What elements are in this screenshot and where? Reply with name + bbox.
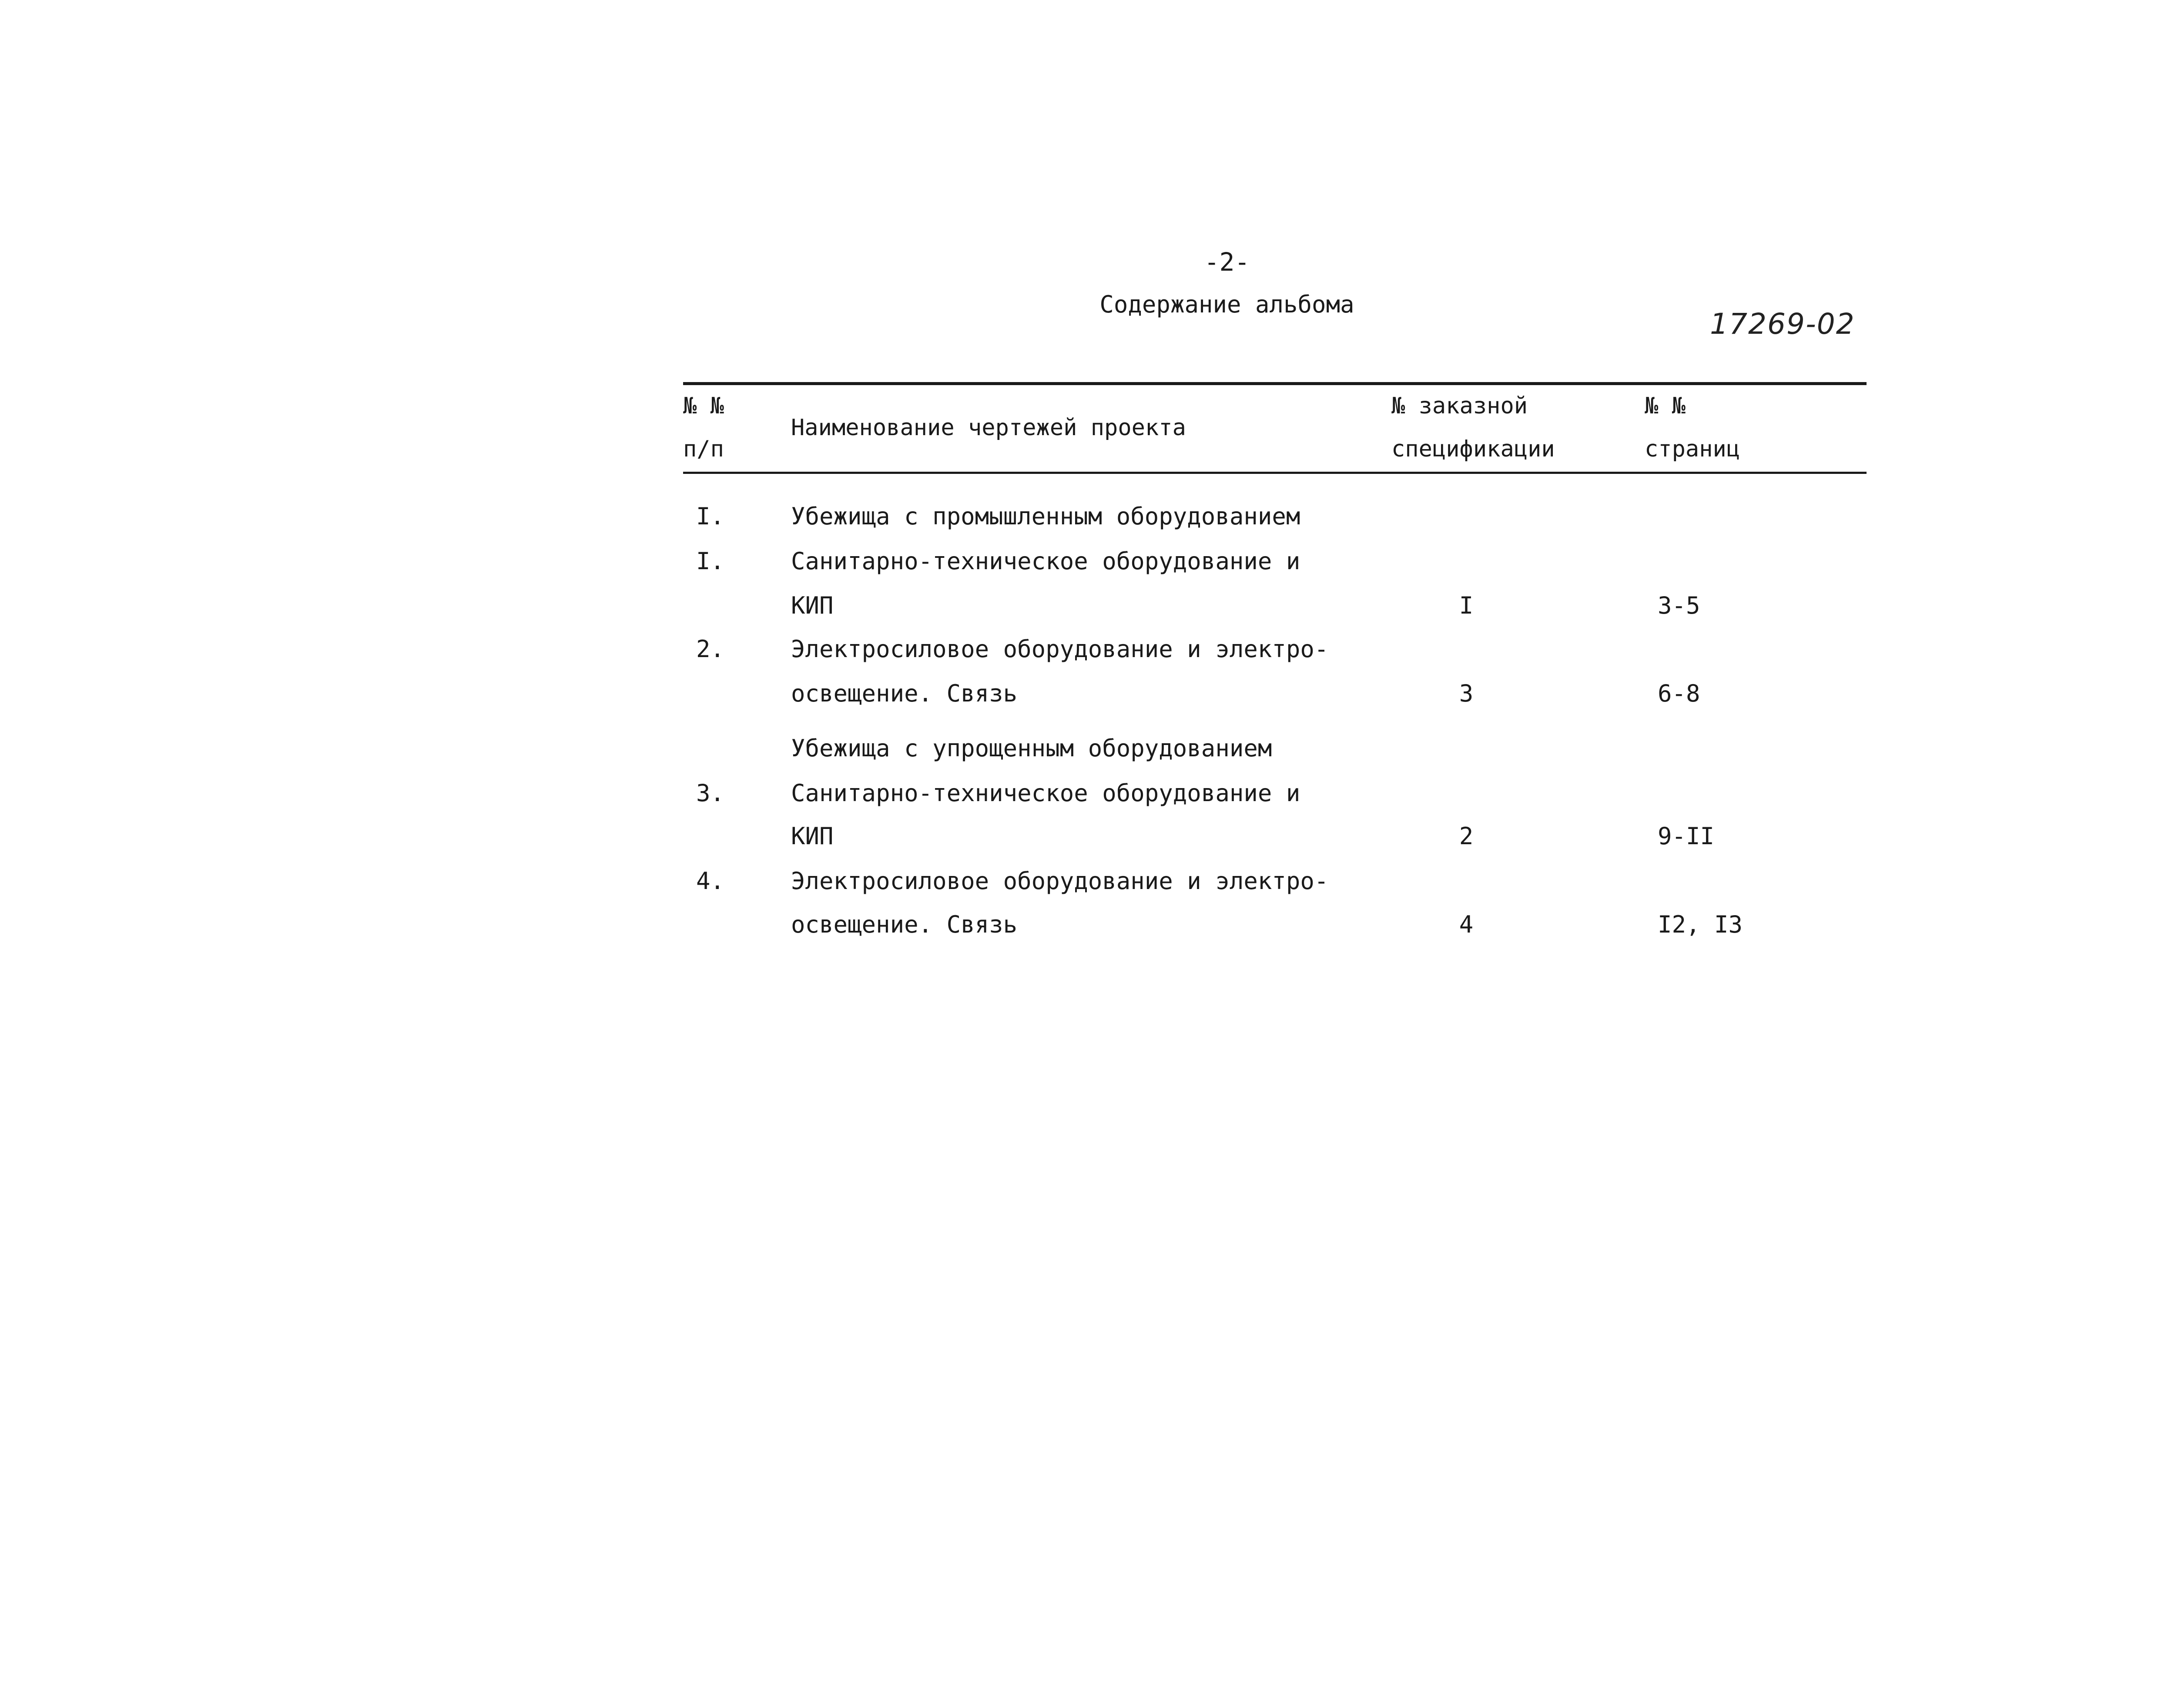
section-title: Убежища с упрощенным оборудованием [791,735,1272,762]
row-name-line2: КИП [791,592,834,619]
row-pages: 9-II [1658,822,1715,850]
header-spec-line1: № заказной [1391,393,1528,419]
document-code: 17269-02 [1710,307,1855,341]
header-pages-line1: № № [1645,393,1686,419]
row-number: 2. [696,635,725,663]
row-spec: 2 [1459,822,1474,850]
table-header-rule [683,472,1867,474]
header-num-line1: № № [683,393,724,419]
row-name-line2: КИП [791,822,834,850]
row-name-line1: Электросиловое оборудование и электро- [791,635,1329,663]
row-pages: 3-5 [1658,592,1700,619]
page-number: -2- [1204,247,1250,277]
row-name-line2: освещение. Связь [791,680,1018,707]
header-spec-line2: спецификации [1391,436,1555,462]
row-spec: 3 [1459,680,1474,707]
document-title: Содержание альбома [1099,291,1354,318]
header-num-line2: п/п [683,436,724,462]
row-spec: 4 [1459,911,1474,938]
header-pages-line2: страниц [1645,436,1740,462]
row-number: I. [696,547,725,575]
row-name-line1: Санитарно-техническое оборудование и [791,547,1300,575]
row-name-line2: освещение. Связь [791,911,1018,938]
row-spec: I [1459,592,1474,619]
row-name-line1: Санитарно-техническое оборудование и [791,779,1300,807]
section-number: I. [696,503,725,530]
header-name: Наименование чертежей проекта [791,415,1186,441]
table-top-rule [683,382,1867,385]
row-number: 3. [696,779,725,807]
row-pages: 6-8 [1658,680,1700,707]
row-pages: I2, I3 [1658,911,1743,938]
row-number: 4. [696,867,725,895]
row-name-line1: Электросиловое оборудование и электро- [791,867,1329,895]
section-title: Убежища с промышленным оборудованием [791,503,1300,530]
